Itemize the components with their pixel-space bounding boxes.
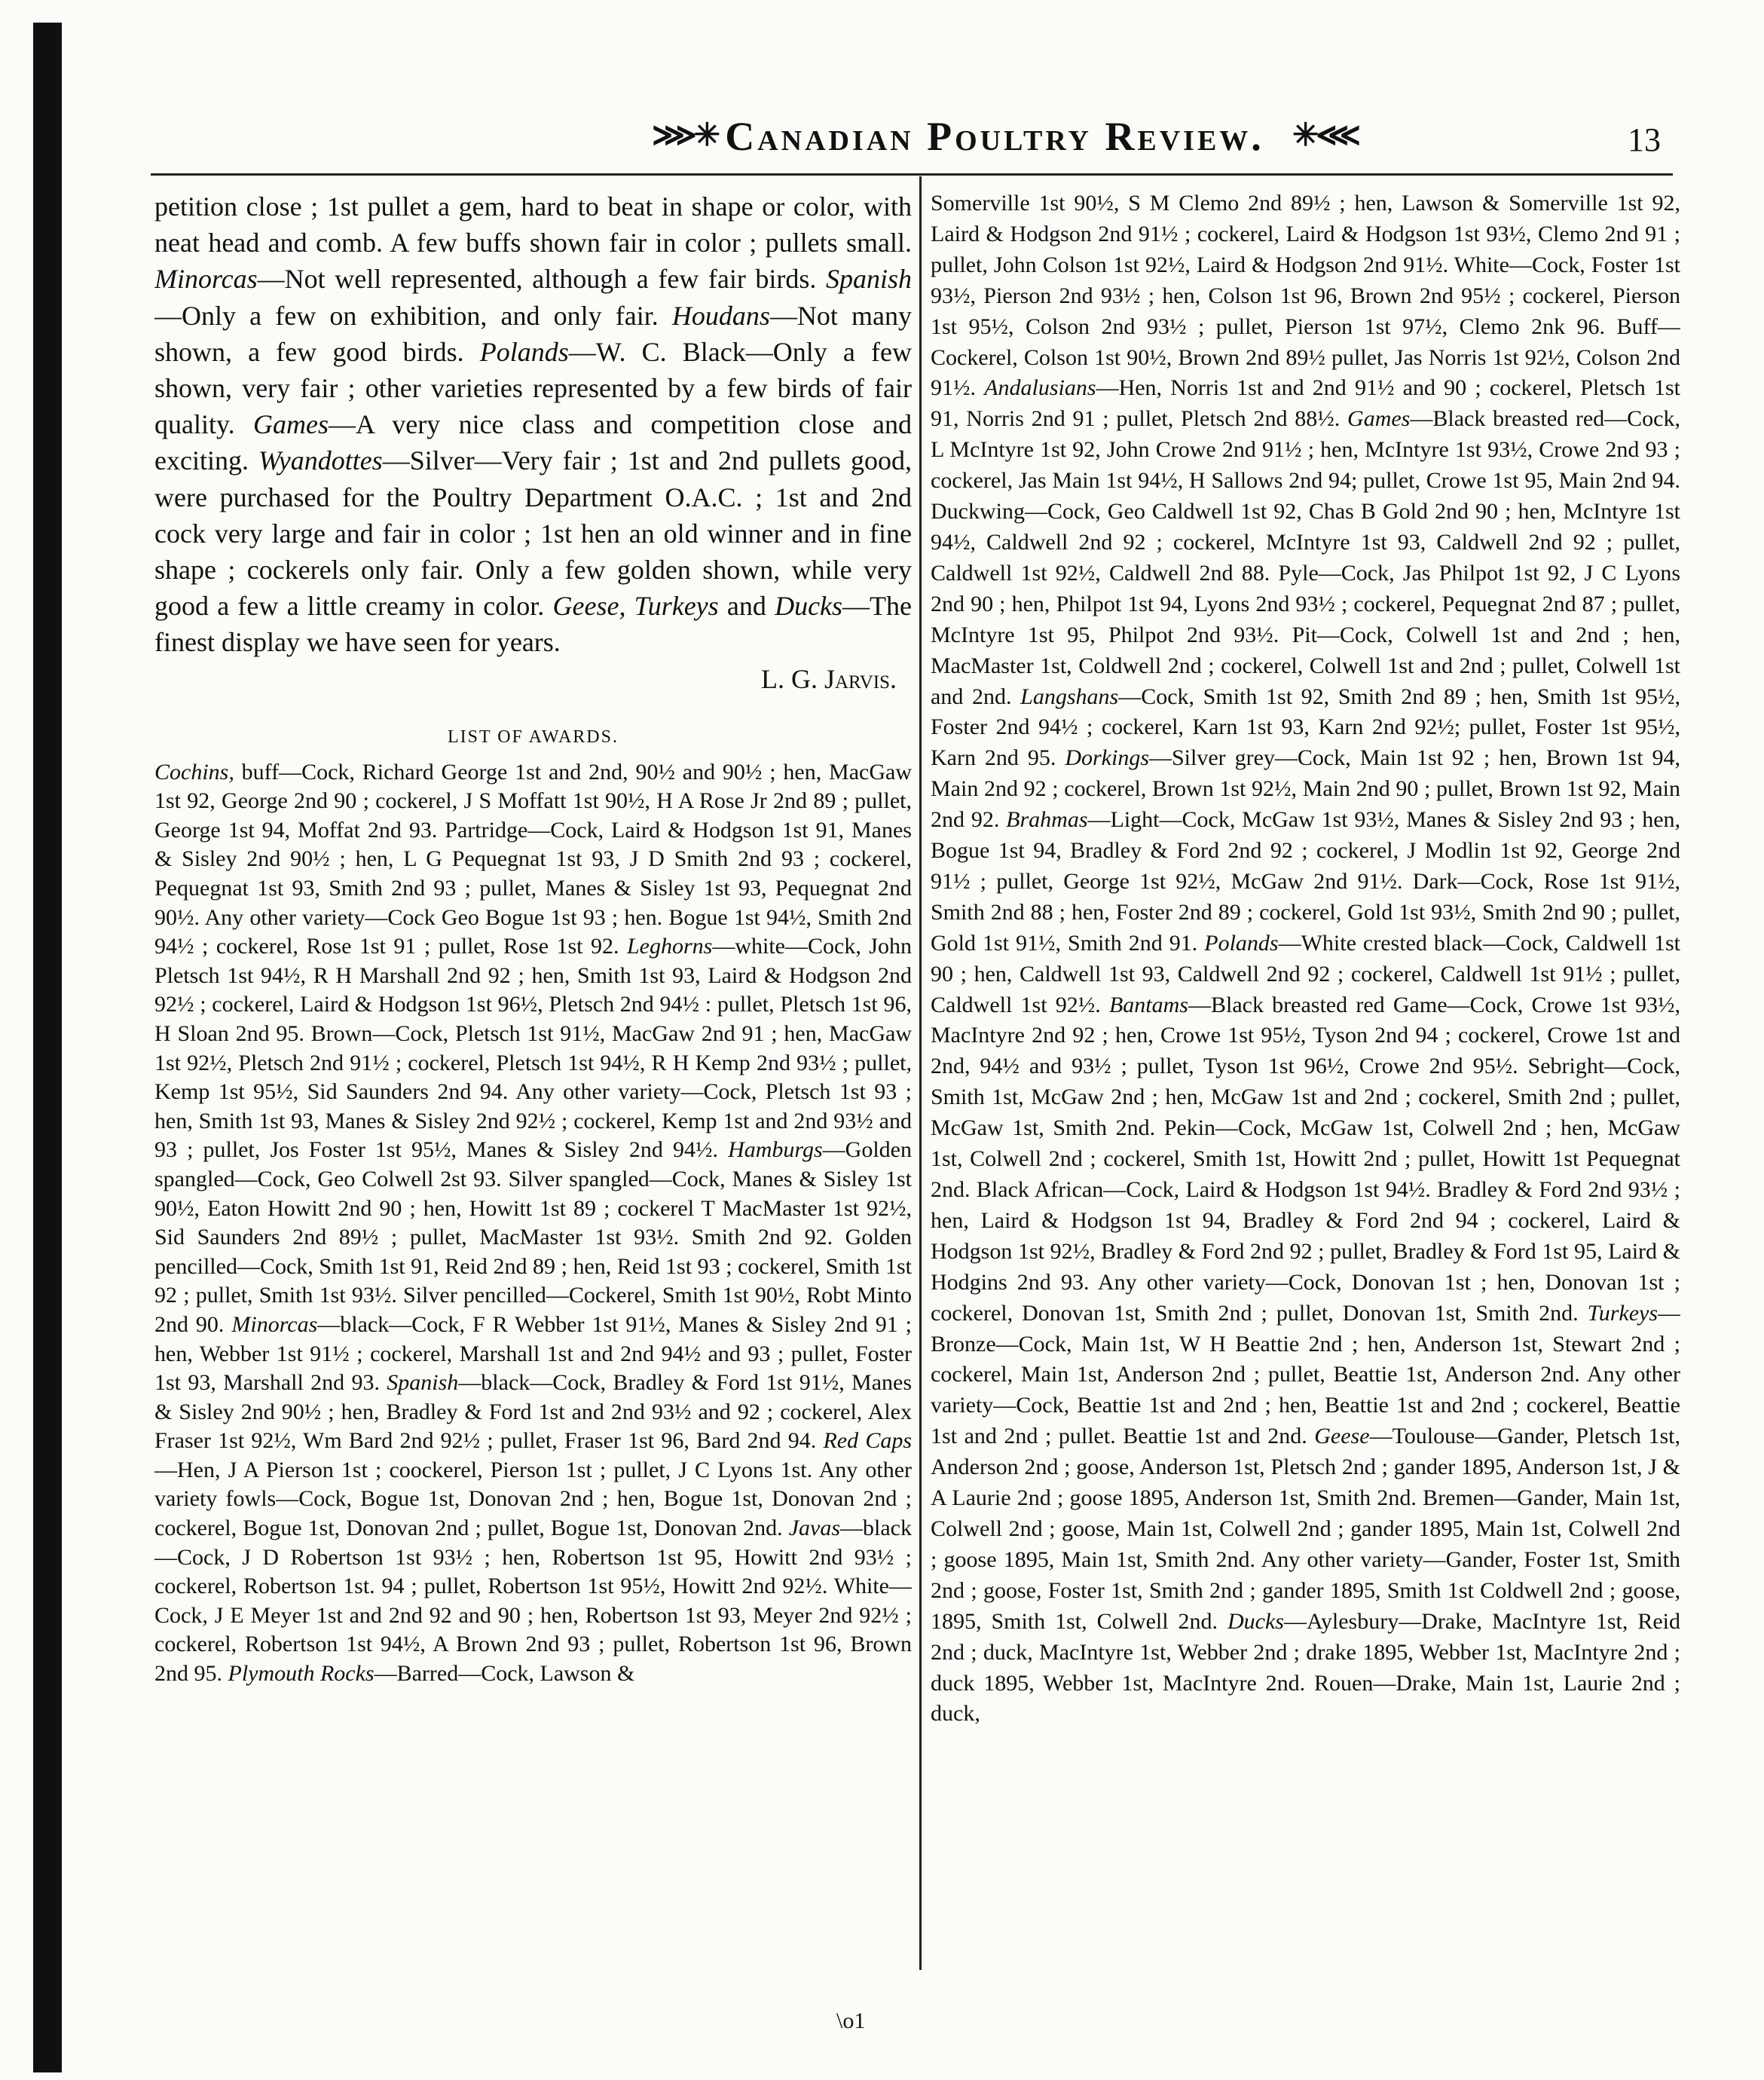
breed-minorcas: Minorcas [154,264,258,295]
text-run: and [718,591,775,622]
text-run: petition close ; 1st pullet a gem, hard to beat in shape or color, with neat head and comb. A few buffs shown fair in color ; pullets small. [154,191,912,258]
breed-geese-turkeys: Geese, Turkeys [552,591,719,622]
show-report-paragraph [154,188,912,661]
text-run: —black—Cock, Bradley & Ford 1st 91½, Manes & Sisley 2nd 90½ ; hen, Bradley & Ford 1st and 2nd 93½ and 92 ; cockerel, Alex Fraser 1st 92½, Wm Bard 2nd 92½ ; pullet, Fraser 1st 96, Bard 2nd 94. [154,1370,912,1454]
text-run: —Only a few on exhibition, and only fair. [154,300,672,331]
breed-geese: Geese [1314,1424,1370,1449]
breed-leghorns: Leghorns [626,934,713,959]
text-run: —Black breasted red Game—Cock, Crowe 1st 93½, MacIntyre 2nd 92 ; hen, Crowe 1st 95½, Tyson 2nd 94 ; cockerel, Crowe 1st and 2nd, 94½ and 93½ ; pullet, Tyson 1st 96½, Crowe 2nd 95½. Sebright—Cock, Smith 1st, McGaw 2nd ; hen, McGaw 1st and 2nd ; cockerel, Smith 2nd ; pullet, McGaw 1st, Smith 2nd. Pekin—Cock, McGaw 1st, Colwell 2nd ; hen, McGaw 1st, Colwell 2nd ; cockerel, Smith 1st, Howitt 2nd ; pullet, Howitt 1st Pequegnat 2nd. Black African—Cock, Laird & Hodgson 1st 94½. Bradley & Ford 2nd 93½ ; hen, Laird & Hodgson 1st 94, Bradley & Ford 2nd 94 ; cockerel, Laird & Hodgson 1st 92½, Bradley & Ford 2nd 92 ; pullet, Bradley & Ford 1st 95, Laird & Hodgins 2nd 93. Any other variety—Cock, Donovan 1st ; hen, Donovan 1st ; cockerel, Donovan 1st, Smith 2nd ; pullet, Donovan 1st, Smith 2nd. [931,992,1680,1326]
ornament-left-icon: ⋙✳ [652,118,717,153]
text-run: —Hen, J A Pierson 1st ; coockerel, Pierson 1st ; pullet, J C Lyons 1st. Any other variety fowls—Cock, Bogue 1st, Donovan 2nd ; hen, Bogue 1st, Donovan 2nd ; cockerel, Bogue 1st, Donovan 2nd ; pullet, Bogue 1st, Donovan 2nd. [154,1457,912,1541]
text-run: —Not many shown, a few good birds. [154,300,912,367]
text-run: —Barred—Cock, Lawson & [374,1661,635,1687]
page-header [151,106,1661,166]
breed-turkeys: Turkeys [1587,1300,1658,1326]
breed-minorcas: Minorcas [231,1311,318,1337]
text-run: —Light—Cock, McGaw 1st 93½, Manes & Sisley 2nd 93 ; hen, Bogue 1st 94, Bradley & Ford 2nd 92 ; cockerel, J Modlin 1st 92, George 2nd 91½ ; pullet, George 1st 92½, McGaw 2nd 91½. Dark—Cock, Rose 1st 91½, Smith 2nd 88 ; hen, Foster 2nd 89 ; cockerel, Gold 1st 93½, Smith 2nd 90 ; pullet, Gold 1st 91½, Smith 2nd 91. [931,807,1680,956]
text-run: —Hen, Norris 1st and 2nd 91½ and 90 ; cockerel, Pletsch 1st 91, Norris 2nd 91 ; pullet, Pletsch 2nd 88½. [931,375,1680,432]
breed-langshans: Langshans [1020,684,1119,709]
breed-polands: Polands [479,336,569,367]
breed-brahmas: Brahmas [1006,807,1088,833]
right-column [931,188,1680,1974]
page-number: 13 [1628,121,1661,158]
breed-ducks: Ducks [1227,1608,1284,1634]
ornament-right-icon: ✳⋘ [1292,118,1358,153]
text-run: —Toulouse—Gander, Pletsch 1st, Anderson 2nd ; goose, Anderson 1st, Pletsch 2nd ; gander 1895, Anderson 1st, J & A Laurie 2nd ; goose 1895, Anderson 1st, Smith 2nd. Bremen—Gander, Main 1st, Colwell 2nd ; goose, Main 1st, Colwell 2nd ; gander 1895, Main 1st, Colwell 2nd ; goose 1895, Main 1st, Smith 2nd. Any other variety—Gander, Foster 1st, Smith 2nd ; goose, Foster 1st, Smith 2nd ; gander 1895, Smith 1st Coldwell 2nd ; goose, 1895, Smith 1st, Colwell 2nd. [931,1424,1680,1634]
text-run: —Golden spangled—Cock, Geo Colwell 2st 93. Silver spangled—Cock, Manes & Sisley 1st 90½, Eaton Howitt 2nd 90 ; hen, Howitt 1st 89 ; cockerel T MacMaster 1st 92½, Sid Saunders 2nd 89½ ; pullet, MacMaster 1st 93½. Smith 2nd 92. Golden pencilled—Cock, Smith 1st 91, Reid 2nd 89 ; hen, Reid 1st 93 ; cockerel, Smith 1st 92 ; pullet, Smith 1st 93½. Silver pencilled—Cockerel, Smith 1st 90½, Robt Minto 2nd 90. [154,1137,912,1337]
text-run: —Black breasted red—Cock, L McIntyre 1st 92, John Crowe 2nd 91½ ; hen, McIntyre 1st 93½, Crowe 2nd 93 ; cockerel, Jas Main 1st 94½, H Sallows 2nd 94; pullet, Crowe 1st 95, Main 2nd 94. Duckwing—Cock, Geo Caldwell 1st 92, Chas B Gold 2nd 90 ; hen, McIntyre 1st 94½, Caldwell 2nd 92 ; cockerel, McIntyre 1st 93, Caldwell 2nd 92 ; pullet, Caldwell 1st 92½, Caldwell 2nd 88. Pyle—Cock, Jas Philpot 1st 92, J C Lyons 2nd 90 ; hen, Philpot 1st 94, Lyons 2nd 93½ ; cockerel, Pequegnat 2nd 87 ; pullet, McIntyre 1st 95, Philpot 2nd 93½. Pit—Cock, Colwell 1st and 2nd ; hen, MacMaster 1st, Coldwell 2nd ; cockerel, Colwell 1st and 2nd ; pullet, Colwell 1st and 2nd. [931,406,1680,709]
awards-list-right [931,188,1680,1730]
breed-houdans: Houdans [671,300,770,331]
text-run: —Not well represented, although a few fair birds. [257,264,826,295]
text-run: —black—Cock, J D Robertson 1st 93½ ; hen, Robertson 1st 95, Howitt 2nd 93½ ; cockerel, Robertson 1st. 94 ; pullet, Robertson 1st 95½, Howitt 2nd 92½. White—Cock, J E Meyer 1st and 2nd 92 and 90 ; hen, Robertson 1st 93, Meyer 2nd 92½ ; cockerel, Robertson 1st 94½, A Brown 2nd 93 ; pullet, Robertson 1st 96, Brown 2nd 95. [154,1516,912,1687]
masthead-title: Canadian Poultry Review. [725,114,1264,159]
text-run: —The finest display we have seen for years. [154,591,912,658]
breed-plymouth-rocks: Plymouth Rocks [228,1661,375,1687]
awards-heading: LIST OF AWARDS. [447,726,619,747]
column-divider [919,176,922,1970]
text-run: —Cock, Smith 1st 92, Smith 2nd 89 ; hen, Smith 1st 95½, Foster 2nd 94½ ; cockerel, Karn 1st 93, Karn 2nd 92½; pullet, Foster 1st 95½, Karn 2nd 95. [931,684,1680,771]
text-run: —W. C. Black—Only a few shown, very fair ; other varieties represented by a few birds of fair quality. [154,336,912,440]
breed-bantams: Bantams [1108,992,1188,1017]
text-run: Somerville 1st 90½, S M Clemo 2nd 89½ ; hen, Lawson & Somerville 1st 92, Laird & Hodgson 2nd 91½ ; cockerel, Laird & Hodgson 1st 93½, Clemo 2nd 91 ; pullet, John Colson 1st 92½, Laird & Hodgson 2nd 91½. White—Cock, Foster 1st 93½, Pierson 2nd 93½ ; hen, Colson 1st 96, Brown 2nd 95½ ; cockerel, Pierson 1st 95½, Colson 2nd 93½ ; pullet, Pierson 1st 97½, Clemo 2nk 96. Buff—Cockerel, Colson 1st 90½, Brown 2nd 89½ pullet, Jas Norris 1st 92½, Colson 2nd 91½. [931,191,1680,401]
breed-wyandottes: Wyandottes [258,445,383,476]
breed-polands: Polands [1204,930,1279,956]
text-run: —white—Cock, John Pletsch 1st 94½, R H Marshall 2nd 92 ; hen, Smith 1st 93, Laird & Hodgson 2nd 92½ ; cockerel, Laird & Hodgson 1st 96½, Pletsch 2nd 94½ : pullet, Pletsch 1st 96, H Sloan 2nd 95. Brown—Cock, Pletsch 1st 91½, MacGaw 2nd 91 ; hen, MacGaw 1st 92½, Pletsch 2nd 91½ ; cockerel, Pletsch 1st 94½, R H Kemp 2nd 93½ ; pullet, Kemp 1st 95½, Sid Saunders 2nd 94. Any other variety—Cock, Pletsch 1st 93 ; hen, Smith 1st 93, Manes & Sisley 2nd 92½ ; cockerel, Kemp 1st and 2nd 93½ and 93 ; pullet, Jos Foster 1st 95½, Manes & Sisley 2nd 94½. [154,934,912,1163]
text-run: —Silver—Very fair ; 1st and 2nd pullets good, were purchased for the Poultry Department O.A.C. ; 1st and 2nd cock very large and fair in color ; 1st hen an old winner and in fine shape ; cockerels only fair. Only a few golden shown, while very good a few a little creamy in color. [154,445,912,622]
left-column [154,188,912,1974]
breed-hamburgs: Hamburgs [728,1137,823,1163]
breed-games: Games [1347,406,1411,432]
text-run: —Bronze—Cock, Main 1st, W H Beattie 2nd ; hen, Anderson 1st, Stewart 2nd ; cockerel, Main 1st, Anderson 2nd ; pullet, Beattie 1st, Anderson 2nd. Any other variety—Cock, Beattie 1st and 2nd ; hen, Beattie 1st and 2nd ; cockerel, Beattie 1st and 2nd ; pullet. Beattie 1st and 2nd. [931,1300,1680,1449]
author-signature: L. G. Jarvis. [760,663,897,694]
text-run: —Aylesbury—Drake, MacIntyre 1st, Reid 2nd ; duck, MacIntyre 1st, Webber 2nd ; drake 1895, Webber 1st, MacIntyre 2nd ; duck 1895, Webber 1st, MacIntyre 2nd. Rouen—Drake, Main 1st, Laurie 2nd ; duck, [931,1608,1680,1727]
awards-list-left [154,758,912,1689]
breed-dorkings: Dorkings [1065,745,1149,771]
text-run: —black—Cock, F R Webber 1st 91½, Manes & Sisley 2nd 91 ; hen, Webber 1st 91½ ; cockerel, Marshall 1st and 2nd 94½ and 93 ; pullet, Foster 1st 93, Marshall 2nd 93. [154,1311,912,1396]
breed-ducks: Ducks [775,591,843,622]
breed-spanish: Spanish [825,264,912,295]
header-rule [151,173,1673,176]
text-run: —Silver grey—Cock, Main 1st 92 ; hen, Brown 1st 94, Main 2nd 92 ; cockerel, Brown 1st 92½, Main 2nd 90 ; pullet, Brown 1st 92, Main 2nd 92. [931,745,1680,833]
text-run: —White crested black—Cock, Caldwell 1st 90 ; hen, Caldwell 1st 93, Caldwell 2nd 92 ; cockerel, Caldwell 1st 91½ ; pullet, Caldwell 1st 92½. [931,930,1680,1017]
text-run: buff—Cock, Richard George 1st and 2nd, 90½ and 90½ ; hen, MacGaw 1st 92, George 2nd 90 ; cockerel, J S Moffatt 1st 90½, H A Rose Jr 2nd 89 ; pullet, George 1st 94, Moffat 2nd 93. Partridge—Cock, Laird & Hodgson 1st 91, Manes & Sisley 2nd 90½ ; hen, L G Pequegnat 1st 93, J D Smith 2nd 93 ; cockerel, Pequegnat 1st 93, Smith 2nd 93 ; pullet, Manes & Sisley 1st 93, Pequegnat 2nd 90½. Any other variety—Cock Geo Bogue 1st 93 ; hen. Bogue 1st 94½, Smith 2nd 94½ ; cockerel, Rose 1st 91 ; pullet, Rose 1st 92. [154,759,912,959]
breed-spanish: Spanish [387,1370,459,1396]
footer-printer-mark: \o1 [836,2008,866,2033]
breed-games: Games [252,409,329,440]
binding-edge [33,23,62,2072]
breed-javas: Javas [788,1516,841,1541]
breed-andalusians: Andalusians [984,375,1096,401]
text-run: —A very nice class and competition close and exciting. [154,409,912,476]
breed-cochins: Cochins, [154,759,234,785]
breed-red-caps: Red Caps [823,1428,912,1454]
